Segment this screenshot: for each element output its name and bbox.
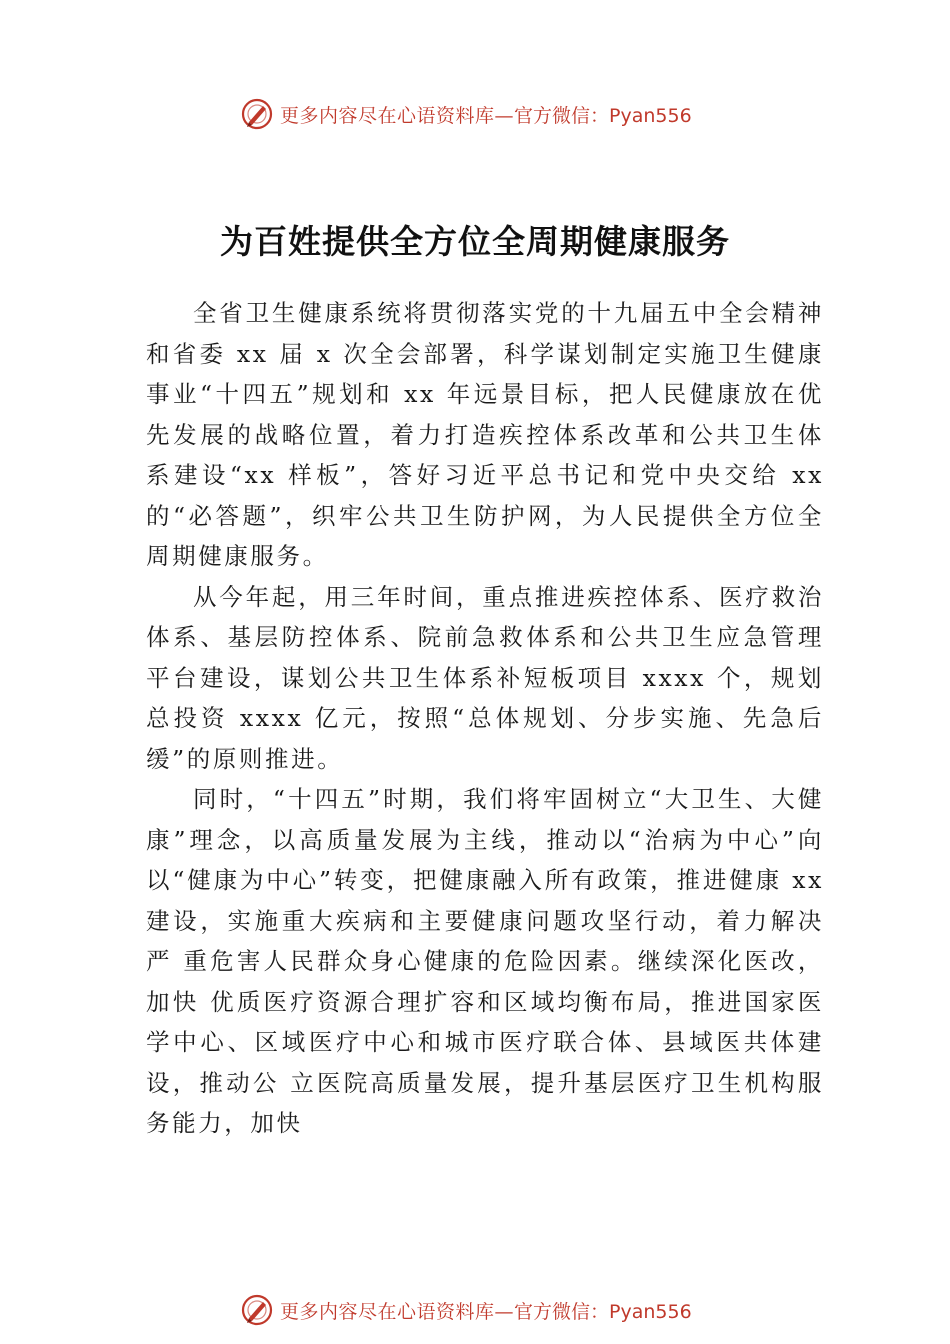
paragraph-3: 同时，“十四五”时期，我们将牢固树立“大卫生、大健康”理念，以高质量发展为主线，推动以“治病为中心”向以“健康为中心”转变，把健康融入所有政策，推进健康 xx 建设，实施重大疾病和主要健康问题攻坚行动，着力解决严 重危害人民群众身心健康的危险因素。继续深化医改，加快 优质医疗资源合理扩容和区域均衡布局，推进国家医学中心、区域医疗中心和城市医疗联合体、县域医共体建设，推动公 立医院高质量发展，提升基层医疗卫生机构服务能力，加快 bbox=[146, 785, 824, 1137]
watermark-wechat-text: 官方微信：Pyan556 bbox=[514, 104, 692, 127]
header-watermark bbox=[240, 94, 760, 134]
pen-circle-logo-icon bbox=[240, 1293, 274, 1327]
watermark-library-text: 更多内容尽在心语资料库— bbox=[280, 1300, 515, 1323]
paragraph-2: 从今年起，用三年时间，重点推进疾控体系、医疗救治体系、基层防控体系、院前急救体系和公共卫生应急管理平台建设，谋划公共卫生体系补短板项目 xxxx 个，规划总投资 xxxx 亿元，按照“总体规划、分步实施、先急后缓”的原则推进。 bbox=[146, 582, 824, 773]
document-body bbox=[146, 293, 824, 1144]
footer-watermark bbox=[240, 1290, 760, 1330]
watermark-wechat-text: 官方微信：Pyan556 bbox=[514, 1300, 692, 1323]
pen-circle-logo-icon bbox=[240, 97, 274, 131]
paragraph-1: 全省卫生健康系统将贯彻落实党的十九届五中全会精神和省委 xx 届 x 次全会部署，科学谋划制定实施卫生健康事业“十四五”规划和 xx 年远景目标，把人民健康放在优先发展的战略位置，着力打造疾控体系改革和公共卫生体系建设“xx 样板”，答好习近平总书记和党中央交给 xx 的“必答题”，织牢公共卫生防护网，为人民提供全方位全周期健康服务。 bbox=[146, 299, 824, 570]
document-title: 为百姓提供全方位全周期健康服务 bbox=[220, 222, 730, 262]
watermark-library-text: 更多内容尽在心语资料库— bbox=[280, 104, 515, 127]
